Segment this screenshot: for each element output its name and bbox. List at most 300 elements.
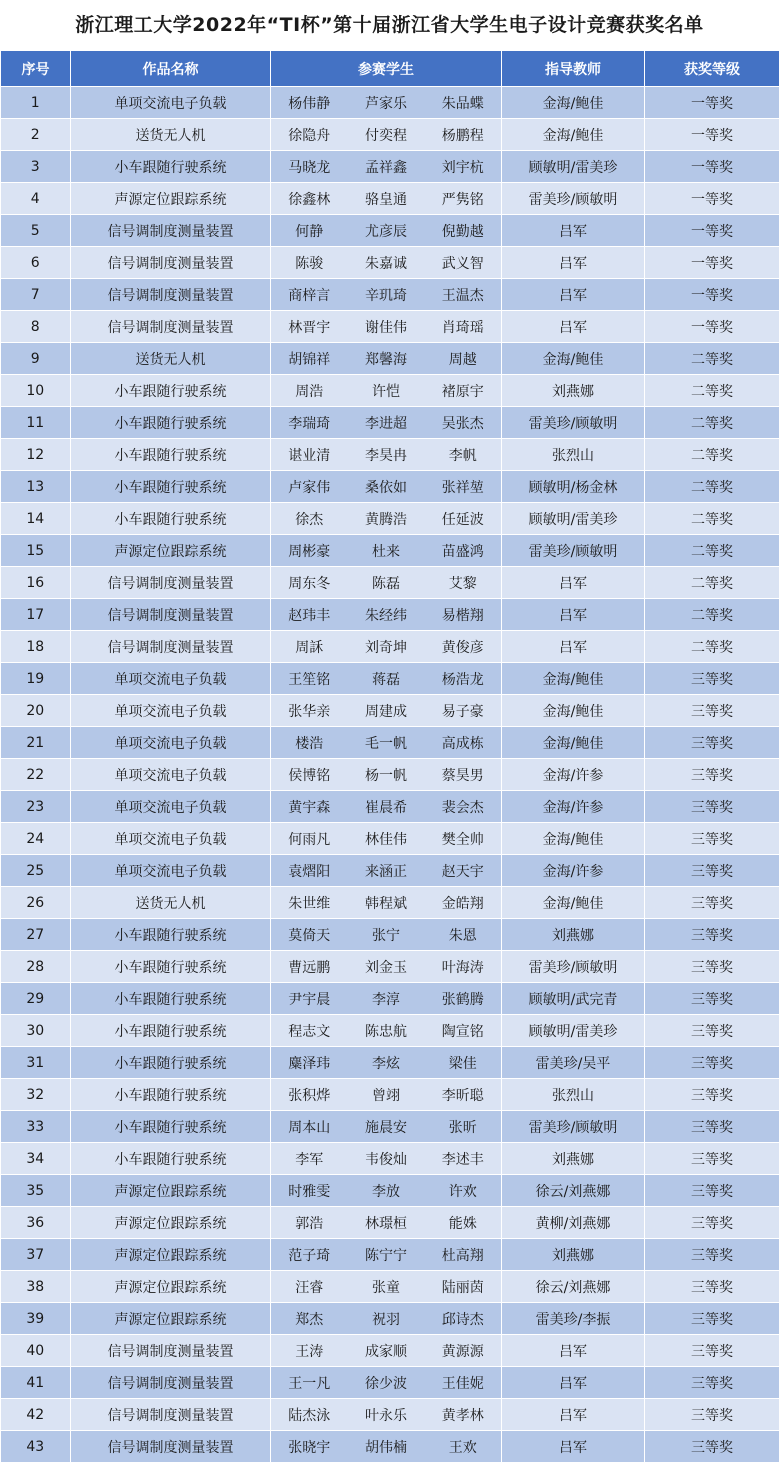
student-2: 祝羽	[348, 1303, 425, 1335]
row-number: 5	[1, 215, 71, 247]
teacher: 金海/鲍佳	[502, 87, 645, 119]
teacher: 吕军	[502, 1367, 645, 1399]
teacher: 徐云/刘燕娜	[502, 1175, 645, 1207]
student-2: 李进超	[348, 407, 425, 439]
student-3: 艾黎	[425, 567, 502, 599]
teacher: 金海/鲍佳	[502, 343, 645, 375]
student-2: 徐少波	[348, 1367, 425, 1399]
row-number: 21	[1, 727, 71, 759]
student-3: 李帆	[425, 439, 502, 471]
teacher: 顾敏明/雷美珍	[502, 151, 645, 183]
row-number: 20	[1, 695, 71, 727]
teacher: 雷美珍/李振	[502, 1303, 645, 1335]
row-number: 40	[1, 1335, 71, 1367]
row-number: 8	[1, 311, 71, 343]
student-2: 许恺	[348, 375, 425, 407]
row-number: 34	[1, 1143, 71, 1175]
teacher: 刘燕娜	[502, 1143, 645, 1175]
table-row	[1, 919, 779, 951]
work-name: 声源定位跟踪系统	[71, 1239, 271, 1271]
student-1: 徐杰	[271, 503, 348, 535]
student-3: 赵天宇	[425, 855, 502, 887]
teacher: 刘燕娜	[502, 1239, 645, 1271]
teacher: 雷美珍/顾敏明	[502, 951, 645, 983]
student-2: 周建成	[348, 695, 425, 727]
teacher: 吕军	[502, 567, 645, 599]
award-level: 三等奖	[645, 1303, 779, 1335]
award-level: 三等奖	[645, 1367, 779, 1399]
table-row	[1, 247, 779, 279]
student-1: 徐鑫林	[271, 183, 348, 215]
student-2: 孟祥鑫	[348, 151, 425, 183]
work-name: 单项交流电子负载	[71, 663, 271, 695]
teacher: 吕军	[502, 311, 645, 343]
student-2: 毛一帆	[348, 727, 425, 759]
student-1: 张积烨	[271, 1079, 348, 1111]
award-level: 一等奖	[645, 279, 779, 311]
student-1: 尹宇晨	[271, 983, 348, 1015]
student-3: 王欢	[425, 1431, 502, 1463]
work-name: 小车跟随行驶系统	[71, 1143, 271, 1175]
student-2: 韩程斌	[348, 887, 425, 919]
table-row	[1, 1367, 779, 1399]
student-2: 辛玑琦	[348, 279, 425, 311]
student-2: 谢佳伟	[348, 311, 425, 343]
row-number: 37	[1, 1239, 71, 1271]
student-2: 付奕程	[348, 119, 425, 151]
teacher: 金海/鲍佳	[502, 695, 645, 727]
student-2: 李放	[348, 1175, 425, 1207]
work-name: 声源定位跟踪系统	[71, 1175, 271, 1207]
student-3: 高成栋	[425, 727, 502, 759]
row-number: 18	[1, 631, 71, 663]
header-students: 参赛学生	[271, 51, 502, 87]
work-name: 信号调制度测量装置	[71, 567, 271, 599]
teacher: 顾敏明/杨金林	[502, 471, 645, 503]
student-1: 黄宇森	[271, 791, 348, 823]
student-1: 张晓宇	[271, 1431, 348, 1463]
work-name: 信号调制度测量装置	[71, 1335, 271, 1367]
award-level: 三等奖	[645, 1111, 779, 1143]
work-name: 小车跟随行驶系统	[71, 151, 271, 183]
row-number: 13	[1, 471, 71, 503]
award-level: 三等奖	[645, 1399, 779, 1431]
row-number: 33	[1, 1111, 71, 1143]
teacher: 顾敏明/雷美珍	[502, 503, 645, 535]
work-name: 信号调制度测量装置	[71, 1399, 271, 1431]
work-name: 送货无人机	[71, 887, 271, 919]
student-3: 裴会杰	[425, 791, 502, 823]
award-level: 三等奖	[645, 1079, 779, 1111]
student-1: 范子琦	[271, 1239, 348, 1271]
student-2: 曾翊	[348, 1079, 425, 1111]
student-1: 周东冬	[271, 567, 348, 599]
work-name: 小车跟随行驶系统	[71, 471, 271, 503]
work-name: 声源定位跟踪系统	[71, 1303, 271, 1335]
student-3: 樊全帅	[425, 823, 502, 855]
student-3: 王佳妮	[425, 1367, 502, 1399]
award-level: 一等奖	[645, 183, 779, 215]
row-number: 17	[1, 599, 71, 631]
work-name: 小车跟随行驶系统	[71, 919, 271, 951]
row-number: 41	[1, 1367, 71, 1399]
work-name: 单项交流电子负载	[71, 791, 271, 823]
student-3: 易子豪	[425, 695, 502, 727]
student-1: 郭浩	[271, 1207, 348, 1239]
award-level: 三等奖	[645, 791, 779, 823]
student-2: 朱经纬	[348, 599, 425, 631]
row-number: 9	[1, 343, 71, 375]
student-3: 李昕聪	[425, 1079, 502, 1111]
student-1: 马晓龙	[271, 151, 348, 183]
row-number: 35	[1, 1175, 71, 1207]
row-number: 26	[1, 887, 71, 919]
table-row	[1, 1207, 779, 1239]
student-3: 黄孝林	[425, 1399, 502, 1431]
work-name: 小车跟随行驶系统	[71, 951, 271, 983]
award-level: 三等奖	[645, 1175, 779, 1207]
student-2: 李淳	[348, 983, 425, 1015]
student-1: 王涛	[271, 1335, 348, 1367]
row-number: 24	[1, 823, 71, 855]
student-1: 何雨凡	[271, 823, 348, 855]
row-number: 25	[1, 855, 71, 887]
row-number: 7	[1, 279, 71, 311]
table-row	[1, 1175, 779, 1207]
teacher: 黄柳/刘燕娜	[502, 1207, 645, 1239]
student-3: 刘宇杭	[425, 151, 502, 183]
table-row	[1, 375, 779, 407]
work-name: 单项交流电子负载	[71, 87, 271, 119]
award-level: 二等奖	[645, 407, 779, 439]
work-name: 送货无人机	[71, 119, 271, 151]
work-name: 信号调制度测量装置	[71, 599, 271, 631]
student-1: 程志文	[271, 1015, 348, 1047]
student-2: 刘奇坤	[348, 631, 425, 663]
student-3: 黄俊彦	[425, 631, 502, 663]
table-row	[1, 759, 779, 791]
award-level: 一等奖	[645, 151, 779, 183]
award-level: 二等奖	[645, 567, 779, 599]
student-2: 蒋磊	[348, 663, 425, 695]
row-number: 4	[1, 183, 71, 215]
table-row	[1, 535, 779, 567]
work-name: 信号调制度测量装置	[71, 279, 271, 311]
teacher: 张烈山	[502, 1079, 645, 1111]
teacher: 刘燕娜	[502, 375, 645, 407]
table-row	[1, 1271, 779, 1303]
student-1: 胡锦祥	[271, 343, 348, 375]
work-name: 单项交流电子负载	[71, 695, 271, 727]
award-level: 三等奖	[645, 663, 779, 695]
work-name: 声源定位跟踪系统	[71, 1271, 271, 1303]
table-row	[1, 1015, 779, 1047]
award-level: 三等奖	[645, 1047, 779, 1079]
student-1: 张华亲	[271, 695, 348, 727]
student-2: 张童	[348, 1271, 425, 1303]
teacher: 吕军	[502, 279, 645, 311]
table-row	[1, 695, 779, 727]
student-2: 桑依如	[348, 471, 425, 503]
student-1: 曹远鹏	[271, 951, 348, 983]
work-name: 小车跟随行驶系统	[71, 407, 271, 439]
table-row	[1, 1335, 779, 1367]
student-1: 郑杰	[271, 1303, 348, 1335]
student-1: 谌业清	[271, 439, 348, 471]
student-3: 朱品蝶	[425, 87, 502, 119]
student-3: 叶海涛	[425, 951, 502, 983]
work-name: 单项交流电子负载	[71, 727, 271, 759]
student-1: 赵玮丰	[271, 599, 348, 631]
row-number: 6	[1, 247, 71, 279]
teacher: 雷美珍/顾敏明	[502, 407, 645, 439]
student-1: 朱世维	[271, 887, 348, 919]
award-level: 三等奖	[645, 1431, 779, 1463]
row-number: 2	[1, 119, 71, 151]
table-row	[1, 663, 779, 695]
row-number: 12	[1, 439, 71, 471]
student-2: 刘金玉	[348, 951, 425, 983]
student-1: 侯博铭	[271, 759, 348, 791]
student-3: 能姝	[425, 1207, 502, 1239]
award-level: 三等奖	[645, 1207, 779, 1239]
row-number: 3	[1, 151, 71, 183]
student-2: 林佳伟	[348, 823, 425, 855]
award-level: 二等奖	[645, 375, 779, 407]
student-1: 杨伟静	[271, 87, 348, 119]
award-level: 一等奖	[645, 215, 779, 247]
teacher: 刘燕娜	[502, 919, 645, 951]
award-level: 三等奖	[645, 951, 779, 983]
row-number: 36	[1, 1207, 71, 1239]
student-2: 骆皇通	[348, 183, 425, 215]
student-1: 林晋宇	[271, 311, 348, 343]
teacher: 金海/许参	[502, 855, 645, 887]
table-row	[1, 1111, 779, 1143]
row-number: 23	[1, 791, 71, 823]
table-row	[1, 503, 779, 535]
teacher: 徐云/刘燕娜	[502, 1271, 645, 1303]
student-3: 任延波	[425, 503, 502, 535]
teacher: 吕军	[502, 247, 645, 279]
work-name: 小车跟随行驶系统	[71, 1047, 271, 1079]
student-3: 许欢	[425, 1175, 502, 1207]
teacher: 金海/鲍佳	[502, 823, 645, 855]
award-level: 三等奖	[645, 823, 779, 855]
teacher: 张烈山	[502, 439, 645, 471]
student-2: 来涵正	[348, 855, 425, 887]
row-number: 38	[1, 1271, 71, 1303]
student-2: 杨一帆	[348, 759, 425, 791]
student-2: 陈忠航	[348, 1015, 425, 1047]
award-level: 二等奖	[645, 439, 779, 471]
award-level: 一等奖	[645, 247, 779, 279]
award-level: 二等奖	[645, 631, 779, 663]
table-row	[1, 1303, 779, 1335]
student-2: 尤彦辰	[348, 215, 425, 247]
work-name: 声源定位跟踪系统	[71, 535, 271, 567]
work-name: 信号调制度测量装置	[71, 247, 271, 279]
table-row	[1, 727, 779, 759]
table-row	[1, 343, 779, 375]
student-2: 郑馨海	[348, 343, 425, 375]
award-level: 二等奖	[645, 471, 779, 503]
award-level: 三等奖	[645, 1271, 779, 1303]
student-3: 苗盛鸿	[425, 535, 502, 567]
table-row	[1, 119, 779, 151]
table-row	[1, 599, 779, 631]
student-1: 李军	[271, 1143, 348, 1175]
row-number: 11	[1, 407, 71, 439]
student-1: 麋泽玮	[271, 1047, 348, 1079]
student-1: 楼浩	[271, 727, 348, 759]
header-no: 序号	[1, 51, 71, 87]
award-level: 三等奖	[645, 855, 779, 887]
student-2: 李炫	[348, 1047, 425, 1079]
award-level: 一等奖	[645, 119, 779, 151]
student-1: 莫倚天	[271, 919, 348, 951]
teacher: 顾敏明/武完青	[502, 983, 645, 1015]
award-level: 三等奖	[645, 695, 779, 727]
row-number: 19	[1, 663, 71, 695]
table-row	[1, 407, 779, 439]
student-2: 陈磊	[348, 567, 425, 599]
teacher: 吕军	[502, 1399, 645, 1431]
student-1: 商梓言	[271, 279, 348, 311]
teacher: 雷美珍/顾敏明	[502, 183, 645, 215]
student-2: 林璟桓	[348, 1207, 425, 1239]
teacher: 金海/鲍佳	[502, 119, 645, 151]
award-level: 二等奖	[645, 503, 779, 535]
teacher: 金海/鲍佳	[502, 663, 645, 695]
award-level: 三等奖	[645, 1143, 779, 1175]
student-1: 袁熠阳	[271, 855, 348, 887]
student-2: 杜来	[348, 535, 425, 567]
row-number: 22	[1, 759, 71, 791]
student-2: 张宁	[348, 919, 425, 951]
student-3: 吴张杰	[425, 407, 502, 439]
student-3: 肖琦瑶	[425, 311, 502, 343]
student-3: 梁佳	[425, 1047, 502, 1079]
work-name: 小车跟随行驶系统	[71, 375, 271, 407]
table-row	[1, 151, 779, 183]
teacher: 金海/许参	[502, 759, 645, 791]
student-2: 胡伟楠	[348, 1431, 425, 1463]
student-1: 汪睿	[271, 1271, 348, 1303]
work-name: 小车跟随行驶系统	[71, 503, 271, 535]
work-name: 声源定位跟踪系统	[71, 1207, 271, 1239]
student-2: 崔晨希	[348, 791, 425, 823]
teacher: 吕军	[502, 215, 645, 247]
student-3: 张昕	[425, 1111, 502, 1143]
table-body	[1, 87, 779, 1463]
award-level: 一等奖	[645, 87, 779, 119]
student-3: 倪勤越	[425, 215, 502, 247]
row-number: 10	[1, 375, 71, 407]
student-3: 陶宣铭	[425, 1015, 502, 1047]
work-name: 小车跟随行驶系统	[71, 1015, 271, 1047]
row-number: 27	[1, 919, 71, 951]
row-number: 1	[1, 87, 71, 119]
student-3: 褚原宇	[425, 375, 502, 407]
row-number: 39	[1, 1303, 71, 1335]
table-row	[1, 1143, 779, 1175]
award-level: 三等奖	[645, 1015, 779, 1047]
teacher: 雷美珍/顾敏明	[502, 1111, 645, 1143]
row-number: 32	[1, 1079, 71, 1111]
table-row	[1, 631, 779, 663]
work-name: 信号调制度测量装置	[71, 215, 271, 247]
student-2: 黄腾浩	[348, 503, 425, 535]
student-3: 易楷翔	[425, 599, 502, 631]
work-name: 信号调制度测量装置	[71, 1431, 271, 1463]
student-3: 陆丽茵	[425, 1271, 502, 1303]
student-1: 周彬豪	[271, 535, 348, 567]
student-3: 张鹤腾	[425, 983, 502, 1015]
student-3: 严隽铭	[425, 183, 502, 215]
table-row	[1, 183, 779, 215]
teacher: 吕军	[502, 599, 645, 631]
award-level: 二等奖	[645, 535, 779, 567]
student-1: 陆杰泳	[271, 1399, 348, 1431]
row-number: 16	[1, 567, 71, 599]
student-1: 徐隐舟	[271, 119, 348, 151]
table-row	[1, 983, 779, 1015]
award-level: 一等奖	[645, 311, 779, 343]
work-name: 信号调制度测量装置	[71, 1367, 271, 1399]
table-row	[1, 311, 779, 343]
award-table	[0, 50, 779, 1463]
student-3: 蔡昊男	[425, 759, 502, 791]
award-level: 三等奖	[645, 919, 779, 951]
page-title: 浙江理工大学2022年“TI杯”第十届浙江省大学生电子设计竞赛获奖名单	[0, 0, 779, 50]
award-level: 三等奖	[645, 887, 779, 919]
table-row	[1, 1431, 779, 1463]
table-row	[1, 951, 779, 983]
table-row	[1, 87, 779, 119]
work-name: 小车跟随行驶系统	[71, 1079, 271, 1111]
work-name: 单项交流电子负载	[71, 759, 271, 791]
award-level: 三等奖	[645, 1239, 779, 1271]
header-teacher: 指导教师	[502, 51, 645, 87]
student-2: 成家顺	[348, 1335, 425, 1367]
student-1: 何静	[271, 215, 348, 247]
row-number: 31	[1, 1047, 71, 1079]
student-3: 王温杰	[425, 279, 502, 311]
award-level: 三等奖	[645, 759, 779, 791]
student-3: 武义智	[425, 247, 502, 279]
teacher: 雷美珍/吴平	[502, 1047, 645, 1079]
teacher: 金海/鲍佳	[502, 887, 645, 919]
student-1: 时雅雯	[271, 1175, 348, 1207]
table-row	[1, 567, 779, 599]
table-row	[1, 1047, 779, 1079]
table-row	[1, 439, 779, 471]
table-row	[1, 855, 779, 887]
table-row	[1, 279, 779, 311]
row-number: 43	[1, 1431, 71, 1463]
table-row	[1, 791, 779, 823]
student-3: 金皓翔	[425, 887, 502, 919]
work-name: 送货无人机	[71, 343, 271, 375]
teacher: 吕军	[502, 1431, 645, 1463]
student-3: 杨鹏程	[425, 119, 502, 151]
student-3: 周越	[425, 343, 502, 375]
table-row	[1, 1079, 779, 1111]
header-award: 获奖等级	[645, 51, 779, 87]
teacher: 吕军	[502, 1335, 645, 1367]
row-number: 42	[1, 1399, 71, 1431]
